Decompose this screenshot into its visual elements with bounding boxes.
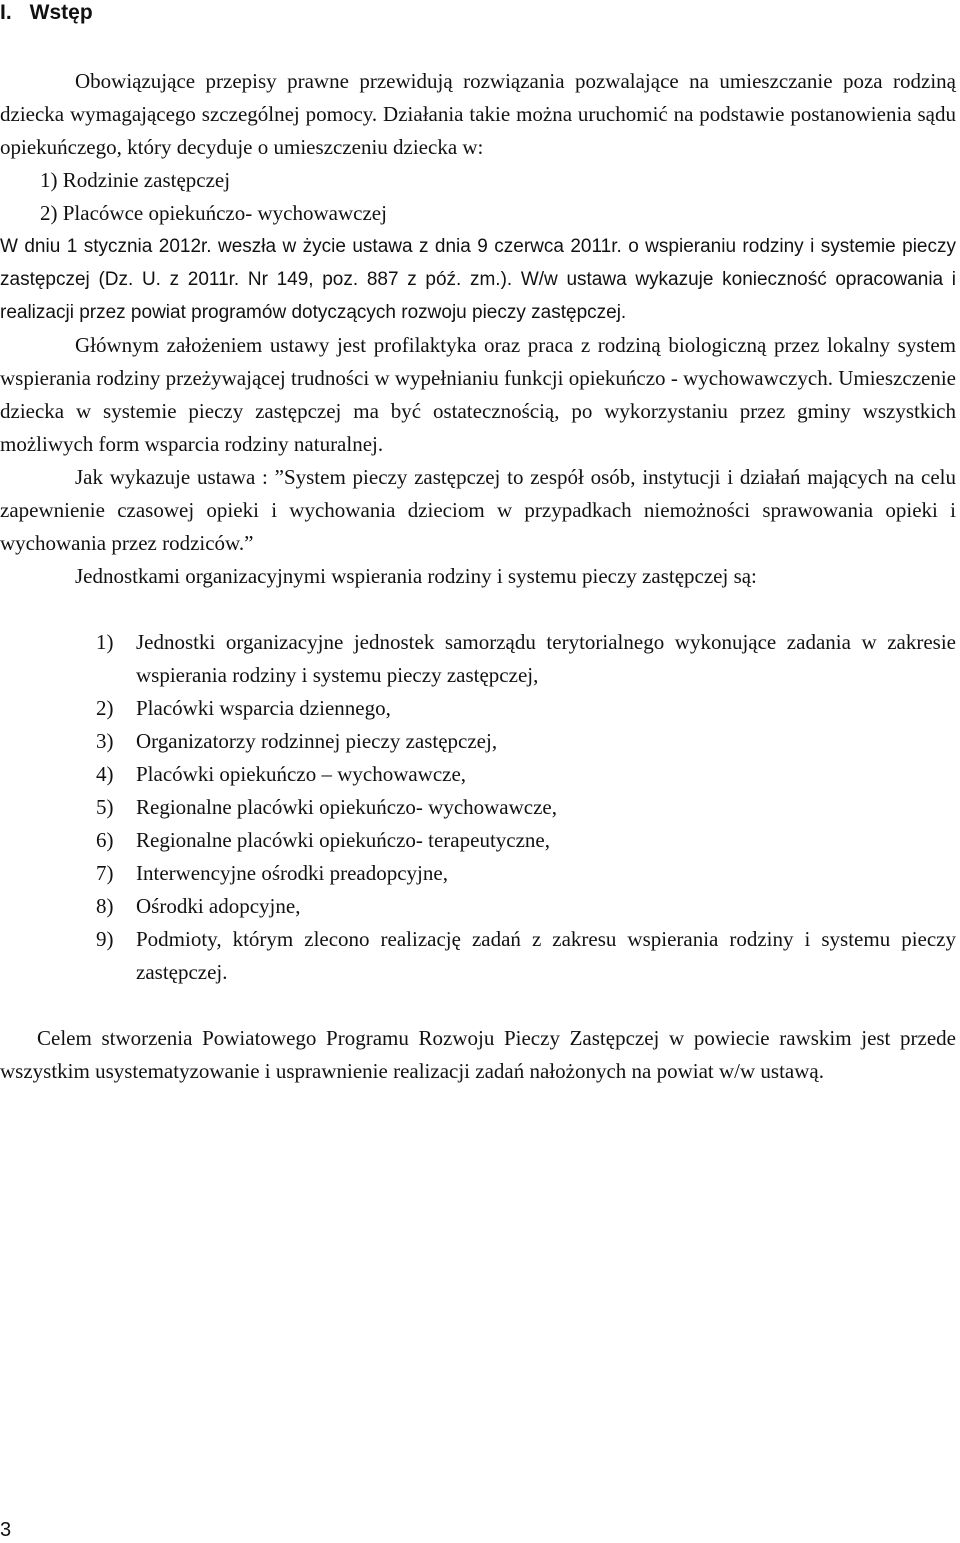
list-item-text: Interwencyjne ośrodki preadopcyjne,	[136, 861, 448, 885]
list-marker: 5)	[96, 795, 114, 819]
list-item	[0, 824, 956, 857]
units-intro-paragraph: Jednostkami organizacyjnymi wspierania rodziny i systemu pieczy zastępczej są:	[75, 564, 757, 588]
list-item	[0, 626, 956, 692]
list-item	[0, 923, 956, 989]
list-item	[0, 791, 956, 824]
list-item	[0, 857, 956, 890]
organizational-units-list	[0, 626, 956, 989]
list-marker: 8)	[96, 894, 114, 918]
closing-paragraph: Celem stworzenia Powiatowego Programu Rozwoju Pieczy Zastępczej w powiecie rawskim jest przede wszystkim usystematyzowanie i usprawnienie realizacji zadań nałożonych na powiat w/w ustawą.	[0, 1026, 956, 1083]
list-marker: 1)	[96, 630, 114, 654]
section-heading	[0, 0, 93, 26]
document-body	[0, 65, 956, 1088]
page-number: 3	[0, 1519, 12, 1541]
placement-options-list	[0, 164, 956, 230]
list-marker: 2)	[96, 696, 114, 720]
intro-paragraph: Obowiązujące przepisy prawne przewidują rozwiązania pozwalające na umieszczanie poza rodziną dziecka wymagającego szczególnej pomocy. Działania takie można uruchomić na podstawie postanowienia sądu opiekuńczego, który decyduje o umieszczeniu dziecka w:	[0, 69, 956, 159]
list-item-text: Organizatorzy rodzinnej pieczy zastępczej,	[136, 729, 498, 753]
list-marker: 4)	[96, 762, 114, 786]
list-marker: 6)	[96, 828, 114, 852]
list-marker: 9)	[96, 927, 114, 951]
list-marker: 3)	[96, 729, 114, 753]
list-item	[0, 725, 956, 758]
list-item-text: Podmioty, którym zlecono realizację zadań z zakresu wspierania rodziny i systemu pieczy zastępczej.	[136, 927, 956, 984]
list-item-text: Jednostki organizacyjne jednostek samorządu terytorialnego wykonujące zadania w zakresie wspierania rodziny i systemu pieczy zastępczej,	[136, 630, 956, 687]
section-title: Wstęp	[29, 1, 93, 24]
list-item	[0, 758, 956, 791]
placement-option: 1) Rodzinie zastępczej	[40, 168, 231, 192]
list-item-text: Placówki opiekuńczo – wychowawcze,	[136, 762, 467, 786]
body-paragraph: Głównym założeniem ustawy jest profilaktyka oraz praca z rodziną biologiczną przez lokalny system wspierania rodziny przeżywającej trudności w wypełnianiu funkcji opiekuńczo - wychowawczych. Umieszczenie dziecka w systemie pieczy zastępczej ma być ostatecznością, po wykorzystaniu przez gminy wszystkich możliwych form wsparcia rodziny naturalnej.	[0, 333, 956, 456]
list-item-text: Regionalne placówki opiekuńczo- terapeutyczne,	[136, 828, 550, 852]
law-paragraph: W dniu 1 stycznia 2012r. weszła w życie ustawa z dnia 9 czerwca 2011r. o wspieraniu rodziny i systemie pieczy zastępczej (Dz. U. z 2011r. Nr 149, poz. 887 z póź. zm.). W/w ustawa wykazuje konieczność opracowania i realizacji przez powiat programów dotyczących rozwoju pieczy zastępczej.	[0, 236, 956, 323]
section-number: I.	[0, 1, 12, 24]
placement-option: 2) Placówce opiekuńczo- wychowawczej	[40, 201, 387, 225]
quote-paragraph: Jak wykazuje ustawa : ˮSystem pieczy zastępczej to zespół osób, instytucji i działań mających na celu zapewnienie czasowej opieki i wychowania dzieciom w przypadkach niemożności sprawowania opieki i wychowania przez rodziców.ˮ	[0, 465, 956, 555]
list-item	[0, 692, 956, 725]
list-item-text: Ośrodki adopcyjne,	[136, 894, 301, 918]
list-item-text: Regionalne placówki opiekuńczo- wychowawcze,	[136, 795, 558, 819]
list-marker: 7)	[96, 861, 114, 885]
list-item-text: Placówki wsparcia dziennego,	[136, 696, 391, 720]
list-item	[0, 890, 956, 923]
